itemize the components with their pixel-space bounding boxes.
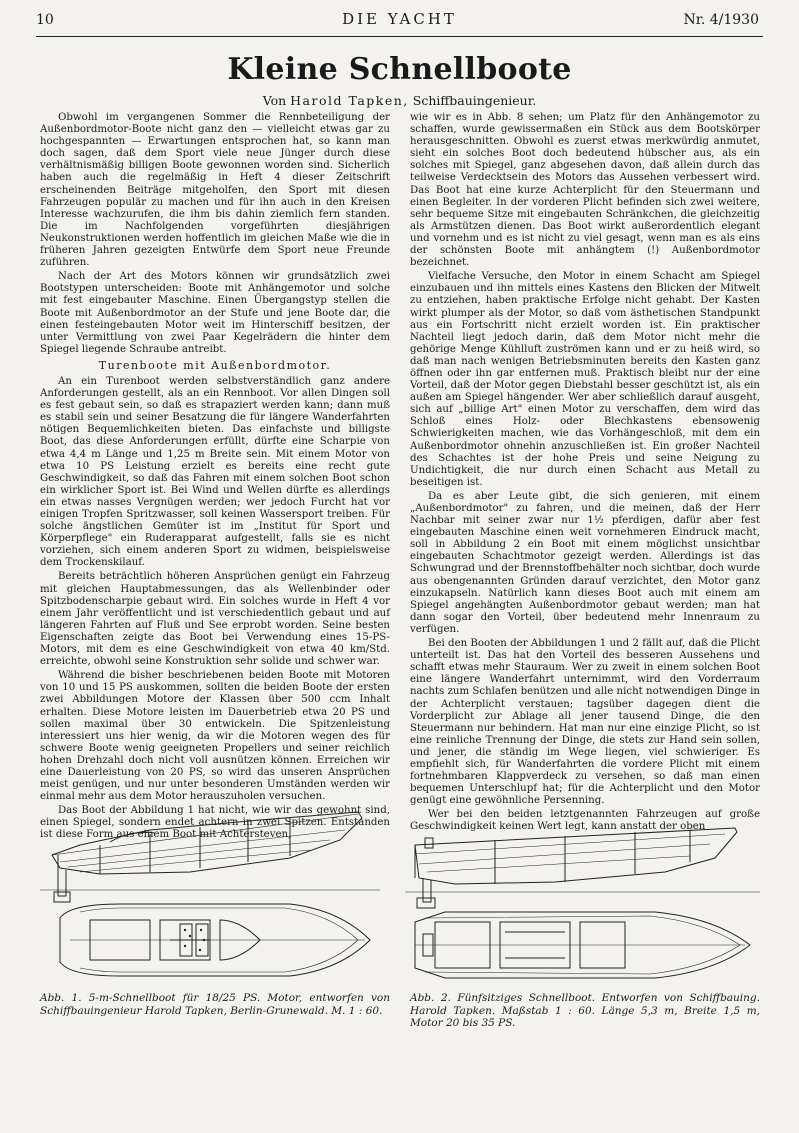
figure-1-drawing (40, 800, 380, 985)
paragraph: Vielfache Versuche, den Motor in einem Schacht am Spiegel einzubauen und ihn mittels eines Kastens den Blicken der Mitwelt zu entziehen, haben praktische Erfolge nicht gehabt. Der Kasten wirkt plumper als der Motor, so daß vom ästhetischen Standpunkt aus ein Fortschritt nicht erzielt worden ist. Ein praktischer Nachteil liegt jedoch darin, daß dem Motor nicht mehr die gehörige Menge Kühlluft zuströmen kann und er zu heiß wird, so daß man nach wenigen Betriebsminuten bereits den Kasten ganz öffnen oder ihn gar entfernen muß. Praktisch bleibt nur der eine Vorteil, daß der Motor gegen Diebstahl besser geschützt ist, als ein außen am Spiegel hängender. Wer aber schließlich darauf ausgeht, sich auf „billige Art" einen Motor zu verschaffen, dem wird das Schloß eines Holz- oder Blechkastens ebensowenig Schwierigkeiten machen, wie das Vorhängeschloß, mit dem ein Außenbordmotor ohnehin anzuschließen ist. Ein großer Nachteil des Schachtes ist der hohe Preis und seine Neigung zu Undichtigkeit, die nur durch einen Schacht aus Metall zu beseitigen ist. (410, 271, 760, 488)
right-column (410, 112, 760, 836)
paragraph: wie wir es in Abb. 8 sehen; um Platz für den Anhängemotor zu schaffen, wurde gewissermaßen ein Stück aus dem Bootskörper herausgeschnitten. Obwohl es zuerst etwas merkwürdig anmutet, sieht ein solches Boot doch bedeutend hübscher aus, als ein solches mit Spiegel, ganz abgesehen davon, daß allein durch das teilweise Verdecktsein des Motors das Aussehen verbessert wird. Das Boot hat eine kurze Achterplicht für den Steuermann und einen Begleiter. In der vorderen Plicht befinden sich zwei weitere, sehr bequeme Sitze mit eingebauten Schränkchen, die gleichzeitig als Armstützen dienen. Das Boot wirkt außerordentlich elegant und vornehm und es ist nicht zu viel gesagt, wenn man es als eins der schönsten Boote mit anhängtem (!) Außenbordmotor bezeichnet. (410, 112, 760, 269)
paragraph: Bereits beträchtlich höheren Ansprüchen genügt ein Fahrzeug mit gleichen Hauptabmessungen, das als Wellenbinder oder Spitzbodenscharpie gebaut wird. Ein solches wurde in Heft 4 vor einem Jahr veröffentlicht und ist verschiedentlich gebaut und auf längeren Fahrten auf Fluß und See erprobt worden. Seine besten Eigenschaften zeigte das Boot bei Verwendung eines 15-PS-Motors, mit dem es eine Geschwindigkeit von etwa 40 km/Std. erreichte, obwohl seine Konstruktion sehr solide und schwer war. (40, 571, 390, 668)
left-column (40, 112, 390, 844)
author-role: Schiffbauingenieur. (412, 93, 537, 108)
paragraph: Bei den Booten der Abbildungen 1 und 2 fällt auf, daß die Plicht unterteilt ist. Das hat den Vorteil des besseren Aussehens und schafft etwas mehr Stauraum. Wer zu zweit in einem solchen Boot eine längere Wanderfahrt unternimmt, wird den Vorderraum nachts zum Schlafen benützen und alle nicht notwendigen Dinge in der Achterplicht verstauen; tagsüber dagegen dient die Vorderplicht zur Ablage all jener tausend Dinge, die den Steuermann nur behindern. Hat man nur eine einzige Plicht, so ist eine reinliche Trennung der Dinge, die stets zur Hand sein sollen, und jener, die ständig im Wege liegen, viel schwieriger. Es empfiehlt sich, für Wanderfahrten die vordere Plicht mit einem fortnehmbaren Klappverdeck zu versehen, so daß man einen bequemen Unterschlupf hat; für die Achterplicht und den Motor genügt eine gewöhnliche Persenning. (410, 638, 760, 807)
byline-prefix: Von (262, 93, 287, 108)
boat-2-plan-icon (405, 810, 760, 985)
figure-1-caption: Abb. 1. 5-m-Schnellboot für 18/25 PS. Motor, entworfen von Schiffbauingenieur Harold Tapken, Berlin-Grunewald. M. 1 : 60. (40, 992, 390, 1017)
paragraph: Wer bei den beiden letztgenannten Fahrzeugen auf große Geschwindigkeit keinen Wert legt, kann anstatt der oben (410, 809, 760, 833)
paragraph: Nach der Art des Motors können wir grundsätzlich zwei Bootstypen unterscheiden: Boote mit Anhängemotor und solche mit fest eingebauter Maschine. Einen Übergangstyp stellen die Boote mit Außenbordmotor an der Stufe und jene Boote dar, die einen festeingebauten Motor weit im Hinterschiff besitzen, der unter Vermittlung von zwei Paar Kegelrädern die hinter dem Spiegel liegende Schraube antreibt. (40, 271, 390, 355)
paragraph: An ein Turenboot werden selbstverständlich ganz andere Anforderungen gestellt, als an ein Rennboot. Vor allen Dingen soll es fest gebaut sein, so daß es strapaziert werden kann; dann muß es stabil sein und seiner Besatzung die für längere Wanderfahrten nötigen Bequemlichkeiten bieten. Das einfachste und billigste Boot, das diese Anforderungen erfüllt, dürfte eine Scharpie von etwa 4,4 m Länge und 1,25 m Breite sein. Mit einem Motor von etwa 10 PS Leistung erzielt es bereits eine recht gute Geschwindigkeit, so daß das Fahren mit einem solchen Boot schon ein wirklicher Sport ist. Bei Wind und Wellen dürfte es allerdings ein etwas nasses Vergnügen werden; wer jedoch Furcht hat vor einigen Tropfen Spritzwasser, soll keinen Wassersport treiben. Für solche ängstlichen Gemüter ist im „Institut für Sport und Körperpflege" ein Ruderapparat aufgestellt, falls sie es nicht vorziehen, sich einem anderen Sport zu widmen, beispielsweise dem Trockenskilauf. (40, 375, 390, 569)
paragraph: Da es aber Leute gibt, die sich genieren, mit einem „Außenbordmotor" zu fahren, und die meinen, daß der Herr Nachbar mit seiner zwar nur 1½ pferdigen, dafür aber fest eingebauten Maschine einen weit vornehmeren Eindruck macht, soll in Abbildung 2 ein Boot mit einem möglichst unsichtbar eingebauten Schachtmotor gezeigt werden. Allerdings ist das Schwungrad und der Brennstoffbehälter noch sichtbar, doch wurde aus obengenannten Gründen darauf verzichtet, den Motor ganz einzukapseln. Natürlich kann dieses Boot auch mit einem am Spiegel angehängten Außenbordmotor gebaut werden; man hat dann sogar den Vorteil, über bedeutend mehr Innenraum zu verfügen. (410, 490, 760, 635)
figure-2-caption: Abb. 2. Fünfsitziges Schnellboot. Entworfen von Schiffbauing. Harold Tapken. Maßstab 1 : 60. Länge 5,3 m, Breite 1,5 m, Motor 20 bis 35 PS. (410, 992, 760, 1029)
paragraph: Das Boot der Abbildung 1 hat nicht, wie wir das gewohnt sind, einen Spiegel, sondern endet achtern in zwei Spitzen. Entstanden ist diese Form aus einem Boot mit Achtersteven, (40, 805, 390, 841)
byline (0, 93, 799, 108)
magazine-title: DIE YACHT (342, 10, 457, 28)
section-subheading: Turenboote mit Außenbordmotor. (98, 358, 332, 372)
author-name: Harold Tapken, (290, 93, 409, 108)
article-title: Kleine Schnellboote (227, 52, 572, 87)
boat-1-plan-icon (40, 800, 380, 985)
page-number: 10 (36, 12, 54, 28)
issue-number: Nr. 4/1930 (683, 12, 759, 28)
header-rule (36, 36, 763, 37)
paragraph: Während die bisher beschriebenen beiden Boote mit Motoren von 10 und 15 PS auskommen, sollten die beiden Boote der ersten zwei Abbildungen Motore der Klassen über 500 ccm Inhalt erhalten. Diese Motore leisten im Dauerbetrieb etwa 20 PS und sollen maximal über 30 entwickeln. Die Spitzenleistung interessiert uns hier wenig, da wir die Motoren wegen des für schwere Boote wenig geeigneten Propellers und seiner reichlich hohen Drehzahl doch nicht voll ausnützen können. Erreichen wir eine Dauerleistung von 20 PS, so wird das unseren Ansprüchen meist genügen, und nur unter besonderen Umständen werden wir einmal mehr aus dem Motor herauszuholen versuchen. (40, 670, 390, 803)
figure-2-drawing (405, 810, 760, 985)
paragraph: Obwohl im vergangenen Sommer die Rennbeteiligung der Außenbordmotor-Boote nicht ganz den — vielleicht etwas gar zu hochgespannten — Erwartungen entsprochen hat, so kann man doch sagen, daß dem Sport viele neue Jünger durch diese verhältnismäßig billigen Boote gewonnen worden sind. Sicherlich haben auch die regelmäßig in Heft 4 dieser Zeitschrift erscheinenden Beiträge mitgeholfen, den Sport mit diesen Fahrzeugen populär zu machen und für ihn auch in den Kreisen Interesse wachzurufen, die ihm bis dahin ziemlich fern standen. Die im Nachfolgenden vorgeführten diesjährigen Neukonstruktionen werden hoffentlich im gleichen Maße wie die in früheren Jahren gezeigten Entwürfe dem Sport neue Freunde zuführen. (40, 112, 390, 269)
